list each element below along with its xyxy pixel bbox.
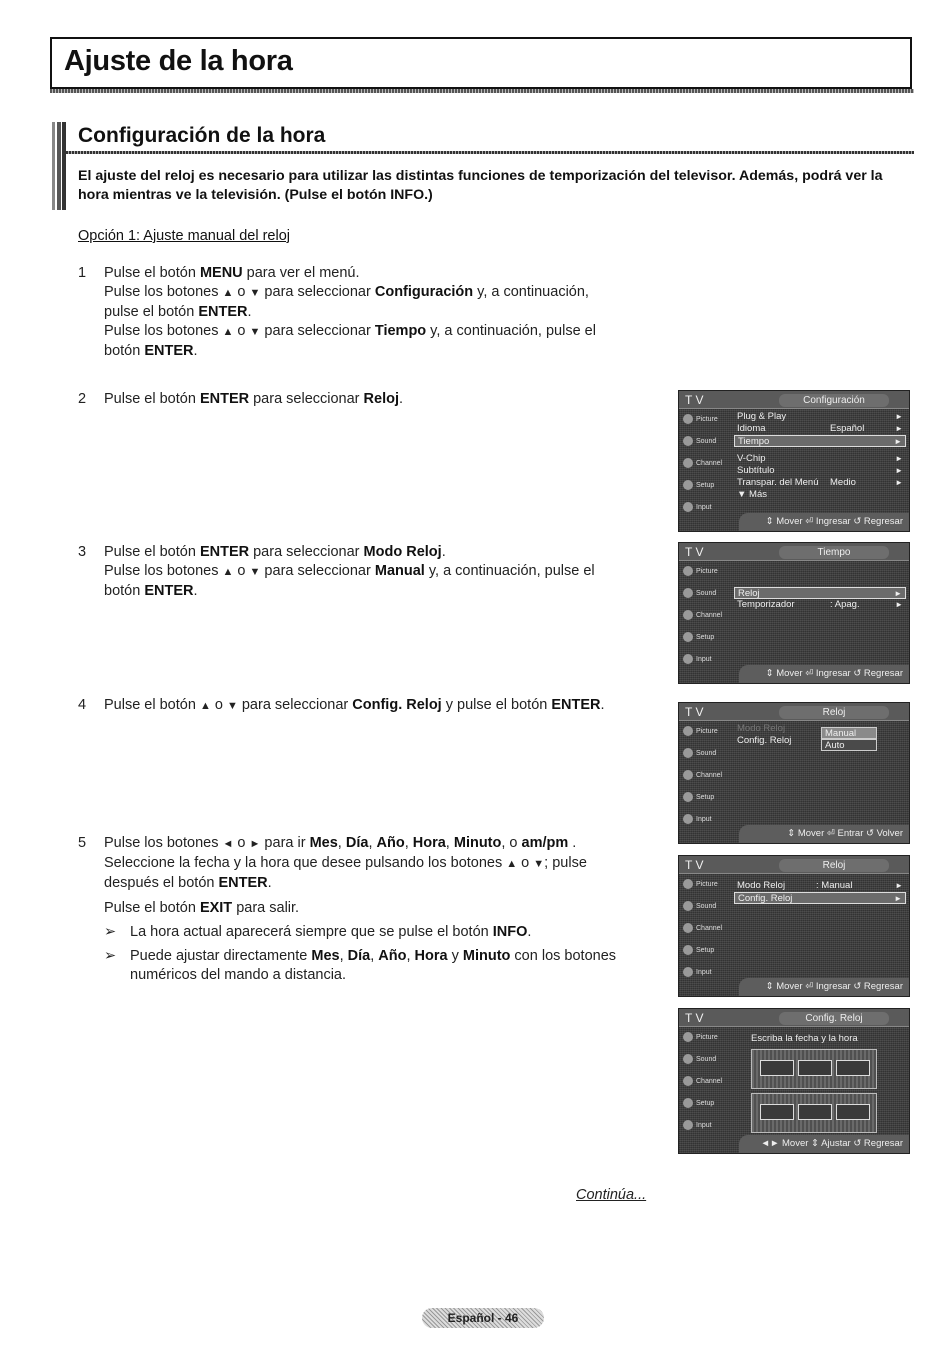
tv-label: T V — [685, 705, 704, 719]
tv-screen-config-reloj — [678, 1008, 910, 1154]
note-2: ➢ Puede ajustar directamente Mes, Día, Año, Hora y Minuto con los botones numéricos del mando a distancia. — [104, 948, 617, 983]
dropdown-option-selected[interactable]: Manual — [821, 727, 877, 739]
setup-icon — [683, 945, 693, 955]
option-heading: Opción 1: Ajuste manual del reloj — [78, 228, 290, 244]
menu-title: Reloj — [779, 859, 889, 872]
input-icon — [683, 967, 693, 977]
note-arrow-icon: ➢ — [104, 948, 117, 964]
time-fields[interactable] — [751, 1093, 877, 1133]
side-icons: Picture Sound Channel Setup Input — [679, 721, 731, 825]
step-text: Pulse el botón ENTER para seleccionar Modo Reloj. Pulse los botones ▲ o ▼ para seleccionar Manual y, a continuación, pulse el botón ENTER. — [104, 544, 595, 599]
channel-icon — [683, 458, 693, 468]
section-marker — [52, 122, 66, 210]
channel-icon — [683, 923, 693, 933]
dropdown-list[interactable] — [821, 727, 877, 751]
side-icons: Picture Sound Channel Setup Input — [679, 874, 731, 978]
menu-title: Tiempo — [779, 546, 889, 559]
page-title: Ajuste de la hora — [64, 45, 293, 77]
menu-item-selected[interactable]: Reloj ► — [734, 587, 906, 599]
step-number: 4 — [78, 697, 87, 713]
picture-icon — [683, 414, 693, 424]
picture-icon — [683, 726, 693, 736]
step-text: Pulse el botón ▲ o ▼ para seleccionar Config. Reloj y pulse el botón ENTER. — [104, 697, 605, 713]
step-text: Pulse los botones ◄ o ► para ir Mes, Día, Año, Hora, Minuto, o am/pm . Seleccione la fecha y la hora que desee pulsando los botones ▲ o ▼; pulse después el botón ENTER. Pulse el botón EXIT para salir. ➢ La hora actual aparecerá siempre que se pulse el botón INFO. ➢ Puede ajustar directamente Mes, Día, Año, Hora y Minuto con los botones numéricos del mando a distancia. — [104, 834, 664, 985]
nav-hint-bar: ◄► Mover ⇕ Ajustar ↺ Regresar — [739, 1135, 909, 1153]
setup-icon — [683, 632, 693, 642]
channel-icon — [683, 610, 693, 620]
sound-icon — [683, 588, 693, 598]
input-icon — [683, 814, 693, 824]
note-arrow-icon: ➢ — [104, 924, 117, 940]
page-title-box — [50, 37, 912, 89]
page-footer: Español - 46 — [422, 1308, 544, 1328]
nav-hint-bar: ⇕ Mover ⏎ Ingresar ↺ Regresar — [739, 665, 909, 683]
picture-icon — [683, 879, 693, 889]
step-number: 5 — [78, 835, 87, 851]
picture-icon — [683, 566, 693, 576]
menu-title: Reloj — [779, 706, 889, 719]
nav-hint-bar: ⇕ Mover ⏎ Entrar ↺ Volver — [739, 825, 909, 843]
menu-item[interactable]: Modo Reloj — [737, 723, 786, 734]
menu-item[interactable]: Subtítulo ► — [737, 465, 903, 476]
tv-screen-reloj — [678, 855, 910, 997]
setup-icon — [683, 480, 693, 490]
note-1: ➢ La hora actual aparecerá siempre que se pulse el botón INFO. — [104, 924, 532, 940]
side-icons: Picture Sound Channel Setup Input — [679, 1027, 731, 1135]
menu-item[interactable]: Plug & Play ► — [737, 411, 903, 422]
menu-item-selected[interactable]: Config. Reloj ► — [734, 892, 906, 904]
step-text: Pulse el botón ENTER para seleccionar Reloj. — [104, 391, 404, 407]
date-time-prompt: Escriba la fecha y la hora — [751, 1033, 858, 1044]
step-number: 1 — [78, 265, 87, 281]
section-rule — [66, 151, 914, 154]
tv-label: T V — [685, 545, 704, 559]
setup-icon — [683, 1098, 693, 1108]
input-icon — [683, 1120, 693, 1130]
side-icons: Picture Sound Channel Setup Input — [679, 409, 731, 513]
menu-item-more[interactable]: ▼ Más — [737, 489, 767, 500]
continued-note: Continúa... — [576, 1187, 647, 1203]
picture-icon — [683, 1032, 693, 1042]
channel-icon — [683, 770, 693, 780]
date-fields[interactable] — [751, 1049, 877, 1089]
menu-item[interactable]: Idioma Español ► — [737, 423, 903, 434]
nav-hint-bar: ⇕ Mover ⏎ Ingresar ↺ Regresar — [739, 978, 909, 996]
step-number: 3 — [78, 544, 87, 560]
sound-icon — [683, 901, 693, 911]
section-title: Configuración de la hora — [78, 124, 326, 147]
dropdown-option[interactable]: Auto — [821, 739, 877, 751]
nav-hint-bar: ⇕ Mover ⏎ Ingresar ↺ Regresar — [739, 513, 909, 531]
input-icon — [683, 502, 693, 512]
step-text: Pulse el botón MENU para ver el menú. Pulse los botones ▲ o ▼ para seleccionar Configuración y, a continuación, pulse el botón ENTER. Pulse los botones ▲ o ▼ para seleccionar Tiempo y, a continuación, pulse el botón ENTER. — [104, 265, 596, 359]
intro-paragraph: El ajuste del reloj es necesario para utilizar las distintas funciones de temporización del televisor. Además, podrá ver la hora mientras ve la televisión. (Pulse el botón INFO.) — [78, 168, 883, 203]
tv-screen-tiempo — [678, 542, 910, 684]
input-icon — [683, 654, 693, 664]
tv-label: T V — [685, 858, 704, 872]
setup-icon — [683, 792, 693, 802]
menu-item[interactable]: V-Chip ► — [737, 453, 903, 464]
title-rule — [50, 89, 914, 93]
menu-item[interactable]: Config. Reloj — [737, 735, 792, 746]
menu-item[interactable]: Temporizador : Apag. ► — [737, 599, 903, 610]
menu-item[interactable]: Transpar. del Menú Medio ► — [737, 477, 903, 488]
menu-title: Config. Reloj — [779, 1012, 889, 1025]
menu-title: Configuración — [779, 394, 889, 407]
menu-item[interactable]: Modo Reloj : Manual ► — [737, 880, 903, 891]
tv-label: T V — [685, 393, 704, 407]
sound-icon — [683, 1054, 693, 1064]
tv-label: T V — [685, 1011, 704, 1025]
side-icons: Picture Sound Channel Setup Input — [679, 561, 731, 665]
sound-icon — [683, 436, 693, 446]
tv-screen-reloj-dropdown — [678, 702, 910, 844]
sound-icon — [683, 748, 693, 758]
channel-icon — [683, 1076, 693, 1086]
tv-screen-configuracion — [678, 390, 910, 532]
step-number: 2 — [78, 391, 87, 407]
menu-item-selected[interactable]: Tiempo ► — [734, 435, 906, 447]
